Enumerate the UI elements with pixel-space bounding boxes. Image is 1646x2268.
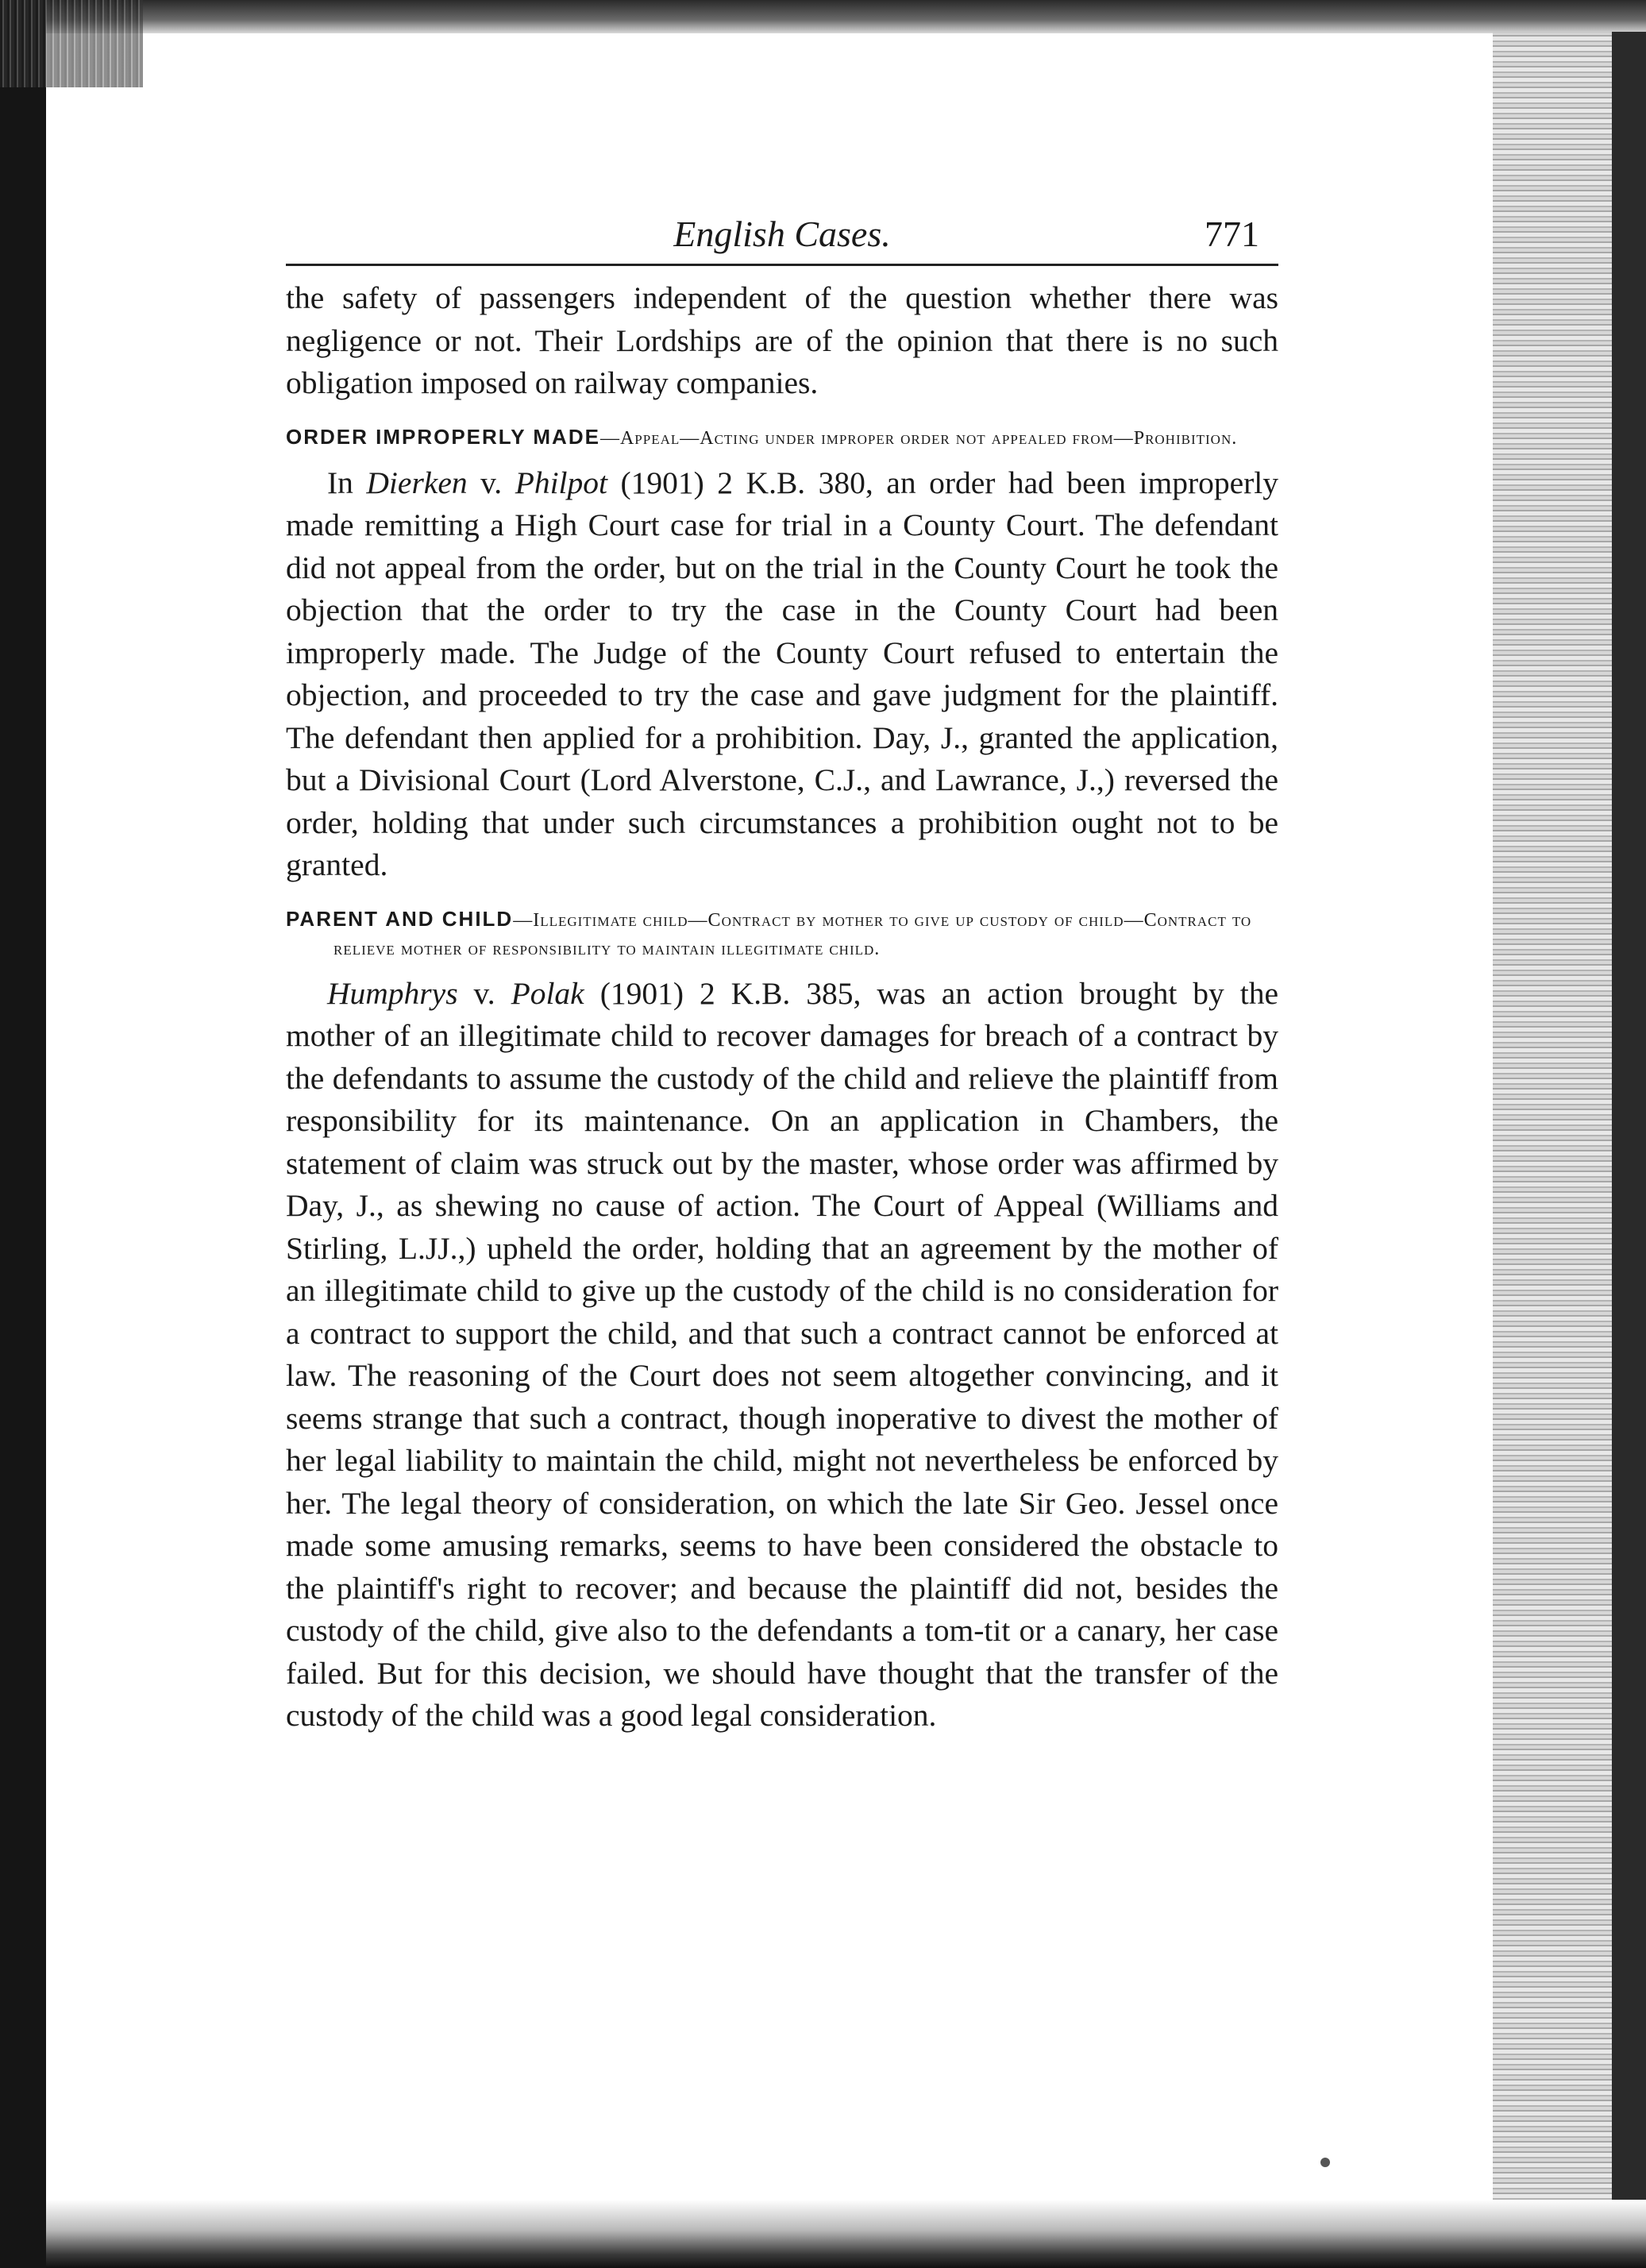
- ink-speck: [1320, 2158, 1330, 2167]
- book-gutter: [1493, 32, 1612, 2239]
- running-title: English Cases.: [673, 214, 891, 254]
- heading-key: PARENT AND CHILD: [286, 906, 514, 931]
- paragraph-body: (1901) 2 K.B. 385, was an action brought by the mother of an illegitimate child to recover damages for breach of a contract by the defendants to assume the custody of the child and relieve the plaintiff from responsibility for its maintenance. On an application in Chambers, the statement of claim was struck out by the master, whose order was affirmed by Day, J., as shewing no cause of action. The Court of Appeal (Williams and Stirling, L.JJ.,) upheld the order, holding that an agreement by the mother of an illegitimate child to give up the custody of the child is no consideration for a contract to support the child, and that such a contract cannot be enforced at law. The reasoning of the Court does not seem altogether convincing, and it seems strange that such a contract, though inoperative to divest the mother of her legal liability to maintain the child, might not nevertheless be enforced by her. The legal theory of consideration, on which the late Sir Geo. Jessel once made some amusing remarks, seems to have been considered the obstacle to the plaintiff's right to recover; and because the plaintiff did not, besides the custody of the child, give also to the defendants a tom-tit or a canary, her case failed. But for this decision, we should have thought that the transfer of the custody of the child was a good legal consideration.: [286, 975, 1279, 1733]
- scan-left-edge: [0, 0, 46, 2268]
- case-party-b: Polak: [511, 975, 584, 1011]
- scan-right-edge: [1612, 32, 1646, 2268]
- paragraph-humphrys-v-polak: [286, 973, 1278, 1738]
- heading-subjects: —Appeal—Acting under improper order not appealed from—Prohibition.: [599, 427, 1238, 449]
- scan-corner-noise: [0, 0, 143, 87]
- case-party-a: Humphrys: [327, 975, 458, 1011]
- section-heading-parent-and-child: [286, 904, 1278, 963]
- paragraph-dierken-v-philpot: [286, 462, 1278, 887]
- intro-word: In: [327, 465, 353, 500]
- versus: v.: [480, 465, 503, 500]
- case-party-b: Philpot: [515, 465, 607, 500]
- scan-bottom-edge: [46, 2200, 1646, 2268]
- paragraph-continued: the safety of passengers independent of the question whether there was negligence or not. Their Lordships are of the opinion that there is no such obligation imposed on railway companies.: [286, 280, 1278, 400]
- book-page: [286, 199, 1278, 1738]
- scan-top-edge: [46, 0, 1646, 33]
- heading-key: ORDER IMPROPERLY MADE: [286, 424, 600, 449]
- case-party-a: Dierken: [366, 465, 468, 500]
- heading-subjects: —Illegitimate child—Contract by mother to give up custody of child—Contract to relieve mother of responsibility to maintain illegitimate child.: [333, 909, 1252, 959]
- versus: v.: [473, 975, 495, 1011]
- section-heading-order-improperly-made: [286, 422, 1278, 453]
- running-header: [286, 199, 1278, 266]
- paragraph-body: (1901) 2 K.B. 380, an order had been improperly made remitting a High Court case for trial in a County Court. The defendant did not appeal from the order, but on the trial in the County Court he took the objection that the order to try the case in the County Court had been improperly made. The Judge of the County Court refused to entertain the objection, and proceeded to try the case and gave judgment for the plaintiff. The defendant then applied for a prohibition. Day, J., granted the application, but a Divisional Court (Lord Alverstone, C.J., and Lawrance, J.,) reversed the order, holding that under such circumstances a prohibition ought not to be granted.: [286, 465, 1279, 882]
- page-number: 771: [1205, 214, 1259, 254]
